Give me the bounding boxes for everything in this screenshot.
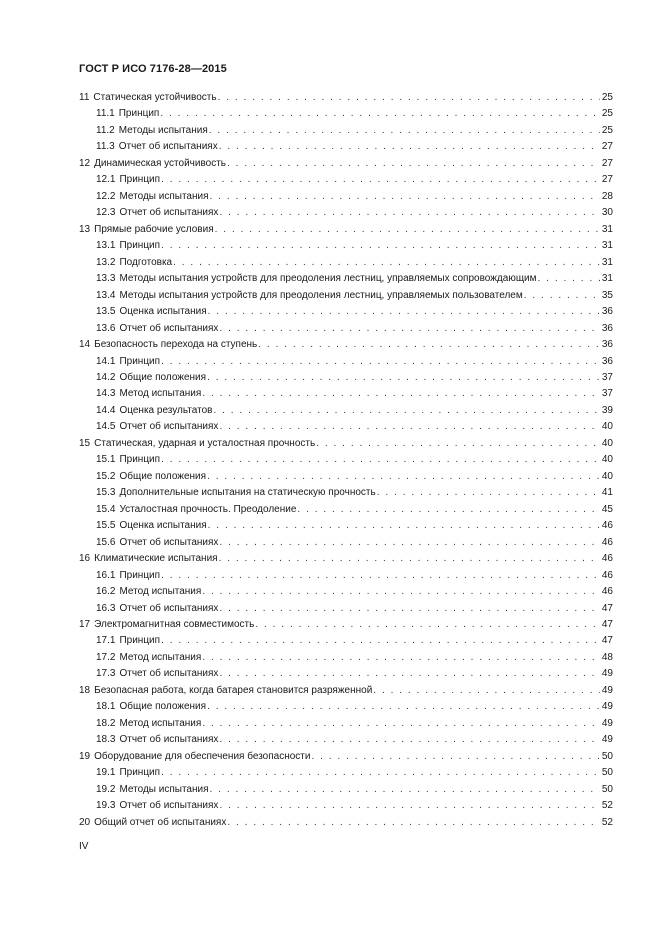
- toc-title: Методы испытания: [119, 190, 209, 202]
- toc-subsection[interactable]: [79, 765, 613, 781]
- toc-title: Методы испытания: [118, 124, 208, 136]
- toc-leader-dots: [219, 205, 600, 221]
- toc-section[interactable]: [79, 222, 613, 238]
- toc-title: Отчет об испытаниях: [119, 536, 219, 548]
- toc-number: 14.5: [96, 421, 116, 433]
- toc-page-number: 36: [601, 355, 613, 367]
- toc-leader-dots: [161, 238, 600, 254]
- toc-leader-dots: [377, 485, 600, 501]
- toc-subsection[interactable]: [79, 732, 613, 748]
- toc-leader-dots: [161, 568, 600, 584]
- toc-number: 13.2: [96, 256, 116, 268]
- toc-number: 15.1: [96, 454, 116, 466]
- toc-number: 17: [79, 619, 91, 630]
- toc-leader-dots: [538, 271, 600, 287]
- toc-subsection[interactable]: [79, 535, 613, 551]
- toc-number: 12.3: [96, 207, 116, 219]
- toc-page-number: 45: [601, 503, 613, 515]
- toc-subsection[interactable]: [79, 699, 613, 715]
- toc-page-number: 40: [601, 421, 613, 433]
- toc-leader-dots: [215, 222, 600, 238]
- toc-subsection[interactable]: [79, 666, 613, 682]
- toc-title: Принцип: [119, 569, 161, 581]
- toc-subsection[interactable]: [79, 139, 613, 155]
- toc-title: Усталостная прочность. Преодоление: [119, 503, 297, 515]
- toc-subsection[interactable]: [79, 255, 613, 271]
- toc-subsection[interactable]: [79, 584, 613, 600]
- toc-page-number: 40: [601, 470, 613, 482]
- toc-page-number: 41: [601, 487, 613, 499]
- toc-leader-dots: [173, 255, 600, 271]
- toc-subsection[interactable]: [79, 205, 613, 221]
- toc-title: Принцип: [119, 454, 161, 466]
- toc-leader-dots: [207, 699, 600, 715]
- toc-title: Общий отчет об испытаниях: [94, 816, 227, 828]
- toc-subsection[interactable]: [79, 782, 613, 798]
- toc-page-number: 52: [601, 816, 613, 828]
- toc-number: 18.1: [96, 701, 116, 713]
- toc-leader-dots: [297, 502, 600, 518]
- toc-title: Общие положения: [119, 701, 207, 713]
- toc-title: Электромагнитная совместимость: [94, 619, 255, 630]
- toc-leader-dots: [258, 337, 600, 353]
- toc-page-number: 47: [601, 635, 613, 647]
- toc-leader-dots: [207, 469, 600, 485]
- toc-number: 19.1: [96, 767, 116, 779]
- toc-number: 13.5: [96, 306, 116, 318]
- toc-subsection[interactable]: [79, 189, 613, 205]
- toc-leader-dots: [160, 106, 600, 122]
- toc-number: 11: [79, 92, 90, 103]
- toc-page-number: 25: [601, 92, 613, 103]
- toc-page-number: 25: [601, 124, 613, 136]
- toc-leader-dots: [218, 90, 600, 106]
- toc-leader-dots: [219, 666, 600, 682]
- toc-title: Принцип: [119, 174, 161, 186]
- toc-page-number: 46: [601, 569, 613, 581]
- toc-number: 13: [79, 223, 91, 235]
- toc-leader-dots: [311, 749, 600, 765]
- toc-page-number: 35: [601, 289, 613, 301]
- toc-page-number: 50: [601, 767, 613, 779]
- toc-title: Отчет об испытаниях: [119, 602, 219, 614]
- toc-subsection[interactable]: [79, 271, 613, 287]
- toc-subsection[interactable]: [79, 172, 613, 188]
- toc-title: Метод испытания: [119, 586, 202, 598]
- toc-subsection[interactable]: [79, 650, 613, 666]
- toc-title: Статическая устойчивость: [93, 92, 217, 103]
- toc-subsection[interactable]: [79, 502, 613, 518]
- toc-number: 15.4: [96, 503, 116, 515]
- toc-section[interactable]: [79, 90, 613, 106]
- toc-page-number: 27: [601, 141, 613, 153]
- toc-page-number: 40: [601, 437, 613, 449]
- toc-page-number: 49: [601, 717, 613, 729]
- toc-number: 12.2: [96, 190, 116, 202]
- toc-number: 19.2: [96, 783, 116, 795]
- toc-title: Отчет об испытаниях: [119, 207, 219, 219]
- toc-leader-dots: [161, 354, 600, 370]
- toc-number: 17.1: [96, 635, 116, 647]
- toc-section[interactable]: [79, 436, 613, 452]
- toc-number: 14.2: [96, 371, 116, 383]
- toc-subsection[interactable]: [79, 321, 613, 337]
- toc-page-number: 49: [601, 701, 613, 713]
- toc-number: 14: [79, 339, 91, 351]
- toc-title: Подготовка: [119, 256, 173, 268]
- toc-section[interactable]: [79, 749, 613, 765]
- toc-number: 16.1: [96, 569, 116, 581]
- toc-number: 11.1: [96, 108, 115, 120]
- toc-number: 13.3: [96, 273, 116, 285]
- toc-title: Принцип: [119, 240, 161, 252]
- toc-subsection[interactable]: [79, 568, 613, 584]
- toc-leader-dots: [208, 518, 600, 534]
- toc-section[interactable]: [79, 337, 613, 353]
- toc-page-number: 49: [601, 668, 613, 680]
- toc-leader-dots: [161, 172, 600, 188]
- toc-number: 18.3: [96, 734, 116, 746]
- toc-title: Прямые рабочие условия: [94, 223, 214, 235]
- toc-subsection[interactable]: [79, 798, 613, 814]
- toc-page-number: 49: [601, 734, 613, 746]
- toc-subsection[interactable]: [79, 354, 613, 370]
- toc-leader-dots: [219, 798, 600, 814]
- toc-page-number: 46: [601, 553, 613, 565]
- toc-leader-dots: [210, 189, 601, 205]
- toc-subsection[interactable]: [79, 601, 613, 617]
- toc-page-number: 25: [601, 108, 613, 120]
- toc-page-number: 47: [601, 619, 613, 630]
- toc-leader-dots: [202, 584, 600, 600]
- toc-number: 12.1: [96, 174, 116, 186]
- toc-title: Принцип: [119, 355, 161, 367]
- toc-leader-dots: [219, 535, 600, 551]
- toc-page-number: 31: [601, 240, 613, 252]
- toc-number: 12: [79, 157, 91, 169]
- toc-number: 18: [79, 684, 91, 696]
- toc-leader-dots: [316, 436, 600, 452]
- toc-leader-dots: [202, 386, 600, 402]
- toc-title: Методы испытания устройств для преодоления лестниц, управляемых пользователем: [119, 289, 523, 301]
- toc-number: 15.3: [96, 487, 116, 499]
- toc-leader-dots: [255, 617, 600, 633]
- toc-subsection[interactable]: [79, 633, 613, 649]
- toc-subsection[interactable]: [79, 106, 613, 122]
- toc-number: 17.3: [96, 668, 116, 680]
- toc-number: 17.2: [96, 651, 116, 663]
- toc-title: Отчет об испытаниях: [119, 800, 219, 812]
- toc-number: 15.2: [96, 470, 116, 482]
- toc-title: Принцип: [118, 108, 160, 120]
- toc-title: Динамическая устойчивость: [94, 157, 226, 169]
- toc-title: Оценка испытания: [119, 520, 207, 532]
- toc-page-number: 31: [601, 223, 613, 235]
- toc-number: 19.3: [96, 800, 116, 812]
- toc-section[interactable]: [79, 551, 613, 567]
- toc-page-number: 36: [601, 339, 613, 351]
- toc-subsection[interactable]: [79, 419, 613, 435]
- toc-page-number: 39: [601, 404, 613, 416]
- toc-leader-dots: [161, 452, 600, 468]
- toc-number: 16: [79, 553, 91, 565]
- toc-page-number: 47: [601, 602, 613, 614]
- toc-number: 16.3: [96, 602, 116, 614]
- toc-number: 20: [79, 816, 91, 828]
- toc-title: Статическая, ударная и усталостная прочность: [94, 437, 316, 449]
- toc-leader-dots: [227, 156, 600, 172]
- toc-page-number: 46: [601, 586, 613, 598]
- toc-number: 16.2: [96, 586, 116, 598]
- toc-title: Общие положения: [119, 470, 207, 482]
- toc-subsection[interactable]: [79, 485, 613, 501]
- toc-page-number: 36: [601, 322, 613, 334]
- toc-leader-dots: [210, 782, 601, 798]
- toc-title: Дополнительные испытания на статическую прочность: [119, 487, 376, 499]
- toc-page-number: 40: [601, 454, 613, 466]
- toc-page-number: 50: [601, 750, 613, 762]
- toc-page-number: 27: [601, 157, 613, 169]
- toc-subsection[interactable]: [79, 386, 613, 402]
- toc-title: Оборудование для обеспечения безопасности: [94, 750, 311, 762]
- toc-number: 14.4: [96, 404, 116, 416]
- toc-title: Принцип: [119, 635, 161, 647]
- toc-number: 11.3: [96, 141, 115, 153]
- toc-leader-dots: [227, 815, 600, 831]
- toc-number: 14.1: [96, 355, 116, 367]
- toc-subsection[interactable]: [79, 518, 613, 534]
- toc-page-number: 52: [601, 800, 613, 812]
- toc-leader-dots: [219, 139, 600, 155]
- toc-page-number: 50: [601, 783, 613, 795]
- toc-title: Метод испытания: [119, 717, 202, 729]
- toc-title: Общие положения: [119, 371, 207, 383]
- toc-number: 13.1: [96, 240, 116, 252]
- toc-title: Отчет об испытаниях: [119, 421, 219, 433]
- toc-title: Метод испытания: [119, 651, 202, 663]
- toc-number: 15.6: [96, 536, 116, 548]
- toc-number: 11.2: [96, 124, 115, 136]
- toc-page-number: 36: [601, 306, 613, 318]
- toc-subsection[interactable]: [79, 403, 613, 419]
- document-header: ГОСТ Р ИСО 7176-28—2015: [79, 63, 227, 75]
- toc-leader-dots: [161, 765, 600, 781]
- toc-leader-dots: [219, 732, 600, 748]
- toc-subsection[interactable]: [79, 452, 613, 468]
- toc-leader-dots: [207, 370, 600, 386]
- toc-title: Безопасная работа, когда батарея становится разряженной: [94, 684, 373, 696]
- toc-page-number: 46: [601, 520, 613, 532]
- toc-section[interactable]: [79, 683, 613, 699]
- toc-leader-dots: [373, 683, 600, 699]
- toc-subsection[interactable]: [79, 238, 613, 254]
- toc-title: Климатические испытания: [94, 553, 218, 565]
- toc-title: Оценка испытания: [119, 306, 207, 318]
- toc-leader-dots: [219, 601, 600, 617]
- toc-title: Отчет об испытаниях: [118, 141, 218, 153]
- toc-subsection[interactable]: [79, 370, 613, 386]
- toc-subsection[interactable]: [79, 469, 613, 485]
- toc-section[interactable]: [79, 815, 613, 831]
- toc-page-number: 31: [601, 256, 613, 268]
- toc-number: 15.5: [96, 520, 116, 532]
- page-number: IV: [79, 841, 89, 852]
- toc-leader-dots: [219, 419, 600, 435]
- toc-leader-dots: [209, 123, 600, 139]
- toc-subsection[interactable]: [79, 304, 613, 320]
- toc-page-number: 49: [601, 684, 613, 696]
- toc-subsection[interactable]: [79, 716, 613, 732]
- toc-title: Методы испытания: [119, 783, 209, 795]
- toc-page-number: 37: [601, 388, 613, 400]
- toc-number: 15: [79, 437, 91, 449]
- toc-title: Отчет об испытаниях: [119, 668, 219, 680]
- toc-section[interactable]: [79, 617, 613, 633]
- toc-number: 14.3: [96, 388, 116, 400]
- toc-title: Метод испытания: [119, 388, 202, 400]
- toc-leader-dots: [219, 551, 600, 567]
- toc-title: Безопасность перехода на ступень: [94, 339, 258, 351]
- toc-leader-dots: [202, 716, 600, 732]
- toc-leader-dots: [524, 288, 600, 304]
- toc-title: Отчет об испытаниях: [119, 734, 219, 746]
- toc-leader-dots: [208, 304, 600, 320]
- toc-leader-dots: [161, 633, 600, 649]
- toc-page-number: 30: [601, 207, 613, 219]
- toc-number: 13.6: [96, 322, 116, 334]
- table-of-contents: [79, 90, 613, 831]
- toc-number: 13.4: [96, 289, 116, 301]
- toc-title: Оценка результатов: [119, 404, 213, 416]
- toc-page-number: 31: [601, 273, 613, 285]
- toc-page-number: 27: [601, 174, 613, 186]
- toc-page-number: 28: [601, 190, 613, 202]
- toc-subsection[interactable]: [79, 288, 613, 304]
- toc-leader-dots: [202, 650, 600, 666]
- toc-page-number: 37: [601, 371, 613, 383]
- toc-page-number: 48: [601, 651, 613, 663]
- toc-leader-dots: [213, 403, 600, 419]
- toc-page-number: 46: [601, 536, 613, 548]
- toc-number: 18.2: [96, 717, 116, 729]
- toc-title: Принцип: [119, 767, 161, 779]
- toc-section[interactable]: [79, 156, 613, 172]
- toc-title: Методы испытания устройств для преодоления лестниц, управляемых сопровождающим: [119, 273, 537, 285]
- toc-number: 19: [79, 750, 91, 762]
- toc-title: Отчет об испытаниях: [119, 322, 219, 334]
- toc-leader-dots: [219, 321, 600, 337]
- toc-subsection[interactable]: [79, 123, 613, 139]
